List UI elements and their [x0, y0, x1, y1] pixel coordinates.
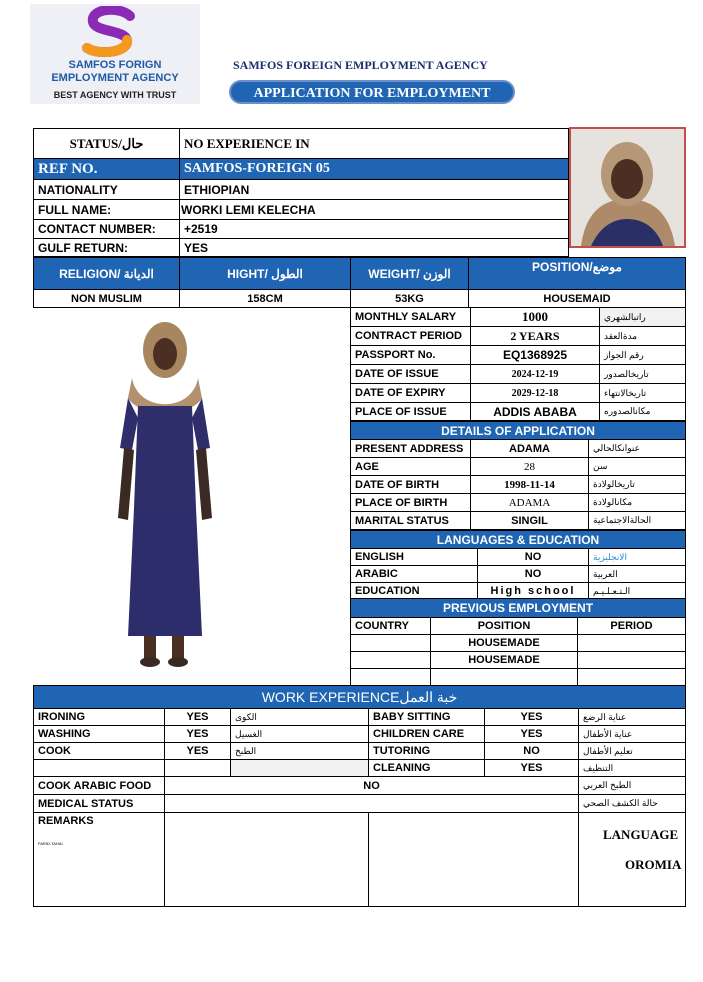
skill-value: YES [165, 743, 231, 760]
logo-s-icon [75, 6, 145, 58]
religion-value: NON MUSLIM [34, 290, 180, 308]
contract-ar: راتبالشهري [600, 308, 686, 327]
gulf-value: YES [180, 239, 569, 257]
position-header: POSITION/موضع [469, 258, 686, 290]
contract-ar: مكانالصدوره [600, 403, 686, 421]
skill-value [165, 760, 231, 777]
remarks-cell [34, 813, 165, 907]
language-box-value: OROMIA [625, 857, 682, 872]
previous-period [578, 652, 686, 669]
skill-ar: الكوى [231, 709, 369, 726]
previous-country [351, 669, 431, 686]
contact-value: +2519 [180, 220, 569, 239]
religion-header: RELIGION/ الديانة [34, 258, 180, 290]
top-info-table [33, 128, 569, 257]
skill-label [34, 760, 165, 777]
work-title-en: WORK EXPERIENCE [261, 688, 400, 705]
skill-value: YES [485, 726, 579, 743]
work-experience-table [33, 685, 686, 907]
language-box [579, 813, 686, 907]
previous-col-period: PERIOD [578, 618, 686, 635]
details-ar: تاريخالولادة [589, 476, 686, 494]
contract-ar: تاريخالصدور [600, 365, 686, 384]
contract-label: DATE OF EXPIRY [351, 384, 471, 403]
education-label: EDUCATION [351, 583, 478, 600]
skill-value: NO [485, 743, 579, 760]
attributes-table [33, 257, 686, 308]
details-label: DATE OF BIRTH [351, 476, 471, 494]
logo-line1: SAMFOS FORIGN [68, 59, 162, 71]
contract-value: 2029-12-18 [471, 384, 600, 403]
agency-logo [30, 4, 200, 104]
languages-title: LANGUAGES & EDUCATION [351, 531, 686, 549]
weight-header: WEIGHT/ الوزن [351, 258, 469, 290]
education-ar: الـتـعـلـيـم [589, 583, 686, 600]
position-value: HOUSEMAID [469, 290, 686, 308]
nationality-label: NATIONALITY [34, 180, 180, 200]
portrait-photo [569, 127, 686, 248]
details-label: AGE [351, 458, 471, 476]
language-ar: العربية [589, 566, 686, 583]
previous-position: HOUSEMADE [431, 652, 578, 669]
details-ar: مكانالولادة [589, 494, 686, 512]
agency-name: SAMFOS FOREIGN EMPLOYMENT AGENCY [233, 58, 488, 72]
contract-value: 1000 [471, 308, 600, 327]
previous-period [578, 669, 686, 686]
contract-value: 2024-12-19 [471, 365, 600, 384]
full-body-person-icon [110, 318, 220, 673]
fullname-value: WORKI LEMI KELECHA [180, 200, 569, 220]
medical-label: MEDICAL STATUS [34, 795, 165, 813]
contract-table [350, 307, 686, 421]
previous-position: HOUSEMADE [431, 635, 578, 652]
status-label: STATUS/حال [34, 129, 180, 159]
skill-ar: عناية الرضع [579, 709, 686, 726]
contract-ar: رقم الجواز [600, 346, 686, 365]
details-title: DETAILS OF APPLICATION [351, 422, 686, 440]
skill-ar [231, 760, 369, 777]
remarks-small: FARID-TAHAI [38, 841, 63, 846]
skill-label: CLEANING [369, 760, 485, 777]
nationality-value: ETHIOPIAN [180, 180, 569, 200]
contract-label: CONTRACT PERIOD [351, 327, 471, 346]
logo-line2: EMPLOYMENT AGENCY [51, 72, 179, 84]
previous-col-country: COUNTRY [351, 618, 431, 635]
work-title [34, 686, 686, 709]
fullname-label: FULL NAME: [34, 200, 180, 220]
details-ar: عنوانكالحالي [589, 440, 686, 458]
height-value: 158CM [180, 290, 351, 308]
cook-arabic-value: NO [165, 777, 579, 795]
skill-ar: الغسيل [231, 726, 369, 743]
language-value: NO [478, 566, 589, 583]
skill-label: WASHING [34, 726, 165, 743]
remarks-label: REMARKS [38, 815, 94, 827]
contract-value: ADDIS ABABA [471, 403, 600, 421]
remarks-box-1 [165, 813, 369, 907]
ref-label: REF NO. [34, 159, 180, 180]
skill-label: IRONING [34, 709, 165, 726]
education-value: High school [478, 583, 589, 600]
skill-value: YES [165, 726, 231, 743]
remarks-box-2 [369, 813, 579, 907]
ref-value: SAMFOS-FOREIGN 05 [180, 159, 569, 180]
contract-label: PLACE OF ISSUE [351, 403, 471, 421]
contract-label: MONTHLY SALARY [351, 308, 471, 327]
status-value: NO EXPERIENCE IN [180, 129, 569, 159]
skill-label: BABY SITTING [369, 709, 485, 726]
details-ar: سن [589, 458, 686, 476]
contract-ar: تاريخالانتهاء [600, 384, 686, 403]
details-value: 1998-11-14 [471, 476, 589, 494]
skill-ar: تعليم الأطفال [579, 743, 686, 760]
contract-ar: مدةالعقد [600, 327, 686, 346]
previous-country [351, 652, 431, 669]
details-value: 28 [471, 458, 589, 476]
gulf-label: GULF RETURN: [34, 239, 180, 257]
details-label: PRESENT ADDRESS [351, 440, 471, 458]
work-title-ar: خبة العمل [399, 688, 458, 705]
form-title: APPLICATION FOR EMPLOYMENT [229, 80, 515, 104]
language-ar: الانجليزية [589, 549, 686, 566]
skill-label: CHILDREN CARE [369, 726, 485, 743]
details-ar: الحالةالاجتماعية [589, 512, 686, 530]
language-label: ENGLISH [351, 549, 478, 566]
previous-col-position: POSITION [431, 618, 578, 635]
skill-ar: التنظيف [579, 760, 686, 777]
language-label: ARABIC [351, 566, 478, 583]
details-value: ADAMA [471, 494, 589, 512]
details-value: ADAMA [471, 440, 589, 458]
contract-value: 2 YEARS [471, 327, 600, 346]
skill-ar: عناية الأطفال [579, 726, 686, 743]
full-body-photo [110, 318, 220, 673]
contract-label: PASSPORT No. [351, 346, 471, 365]
skill-value: YES [485, 760, 579, 777]
skill-value: YES [165, 709, 231, 726]
language-value: NO [478, 549, 589, 566]
cook-arabic-ar: الطبخ العربي [579, 777, 686, 795]
logo-tagline: BEST AGENCY WITH TRUST [53, 90, 177, 100]
languages-table [350, 530, 686, 600]
contract-value: EQ1368925 [471, 346, 600, 365]
weight-value: 53KG [351, 290, 469, 308]
skill-label: TUTORING [369, 743, 485, 760]
previous-position [431, 669, 578, 686]
cook-arabic-label: COOK ARABIC FOOD [34, 777, 165, 795]
previous-country [351, 635, 431, 652]
skill-ar: الطبخ [231, 743, 369, 760]
portrait-person-icon [571, 129, 684, 246]
previous-employment-table [350, 598, 686, 686]
contact-label: CONTACT NUMBER: [34, 220, 180, 239]
height-header: HIGHT/ الطول [180, 258, 351, 290]
skill-value: YES [485, 709, 579, 726]
skill-label: COOK [34, 743, 165, 760]
medical-ar: حالة الكشف الصحي [579, 795, 686, 813]
contract-label: DATE OF ISSUE [351, 365, 471, 384]
medical-value [165, 795, 579, 813]
details-label: MARITAL STATUS [351, 512, 471, 530]
language-box-label: LANGUAGE [603, 827, 679, 842]
previous-title: PREVIOUS EMPLOYMENT [351, 599, 686, 618]
details-table [350, 421, 686, 530]
details-value: SINGIL [471, 512, 589, 530]
details-label: PLACE OF BIRTH [351, 494, 471, 512]
previous-period [578, 635, 686, 652]
